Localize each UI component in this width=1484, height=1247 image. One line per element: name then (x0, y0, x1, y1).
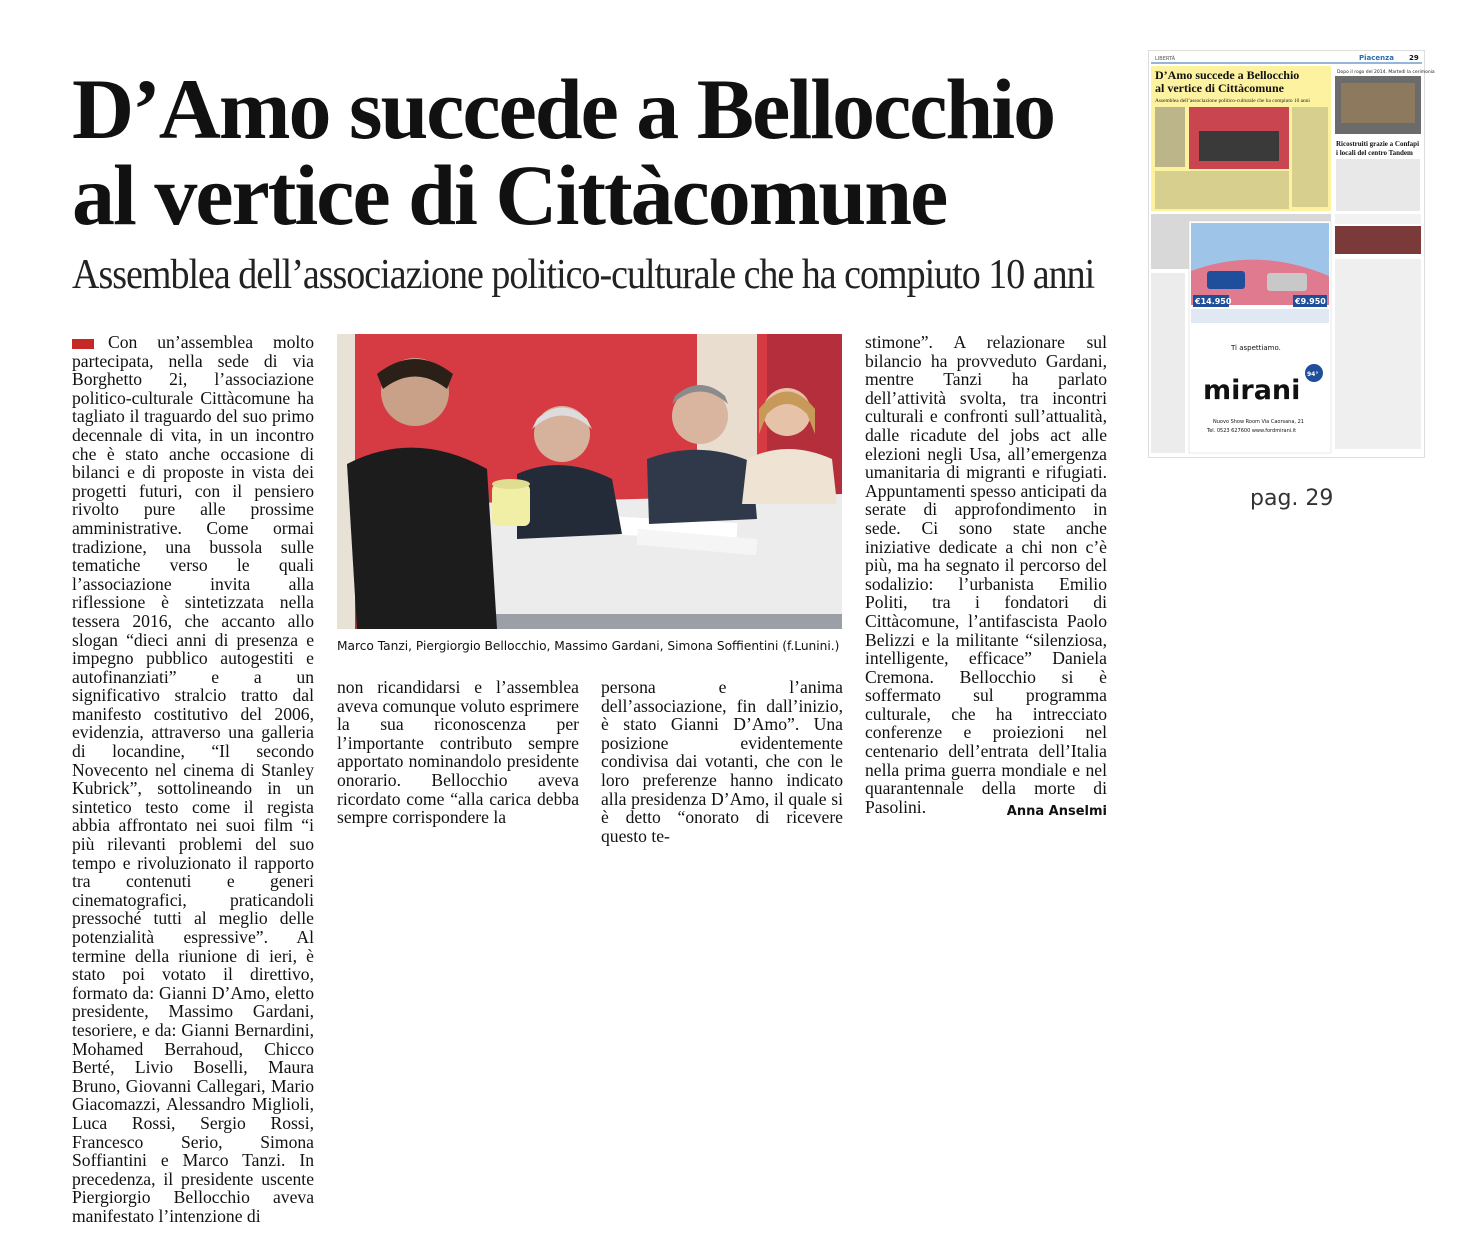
article-photo (337, 334, 842, 629)
page-label: pag. 29 (1250, 486, 1334, 511)
thumbnail-page-image (1149, 51, 1435, 457)
thumb-side-headline-2: i locali del centro Tandem (1336, 149, 1413, 157)
thumb-side-teaser: Dopo il rogo del 2014. Martedì la cerimonia (1337, 70, 1435, 75)
photo-caption (337, 639, 857, 653)
thumb-title-1: D’Amo succede a Bellocchio (1155, 68, 1300, 82)
byline: Anna Anselmi (1006, 804, 1107, 819)
thumb-title-2: al vertice di Cittàcomune (1155, 81, 1284, 95)
thumb-ad-address: Nuovo Show Room Via Caorsana, 21 (1213, 419, 1304, 425)
article-column-2: non ricandidarsi e l’assemblea aveva comunque voluto esprimere la sua riconoscenza per l’importante contributo sempre apportato nominandolo presidente onorario. Bellocchio aveva ricordato come “alla carica debba sempre corrispondere la (337, 677, 579, 828)
thumb-side-headline-1: Ricostruiti grazie a Confapi (1336, 140, 1420, 148)
thumb-ad-price-2: €9.950 (1295, 297, 1326, 306)
thumb-ad-phone: Tel. 0523 627600 www.fordmirani.it (1207, 428, 1297, 434)
article-column-1 (72, 332, 314, 1226)
thumb-ad-price-1: €14.950 (1195, 297, 1232, 306)
column-1-text: Con un’assemblea molto partecipata, nella sede di via Borghetto 2i, l’associazione politico-culturale Cittàcomune ha tagliato il traguardo del suo primo decennale di vita, in un incontro che è stato anche occasione di bilanci e di proposte in vista dei progetti futuri, con il pensiero rivolto pure alle prossime amministrative. Come ormai tradizione, una bussola sulle tematiche verso le quali l’associazione invita alla riflessione è sintetizzata nella tessera 2016, che accanto allo slogan “dieci anni di presenza e impegno pubblico autogestiti e autofinanziati” e a un significativo stralcio tratto dal manifesto costitutivo del 2006, evidenzia, attraverso una galleria di locandine, “Il secondo Novecento nel cinema di Stanley Kubrick”, sottolineando in un sintetico testo come il regista abbia affrontato nei suoi film “i più rilevanti problemi del suo tempo e rivoluzionato il rapporto tra contenuti e generi cinematografici, praticandoli pressoché tutti al meglio delle potenzialità espressive”. Al termine della riunione di ieri, è stato poi votato il direttivo, formato da: Gianni D’Amo, eletto presidente, Massimo Gardani, tesoriere, e da: Gianni Bernardini, Mohamed Berrahoud, Chicco Berté, Livio Boselli, Maura Bruno, Giovanni Callegari, Mario Giacomazzi, Alessandro Miglioli, Luca Rossi, Sergio Rossi, Francesco Serio, Simona Soffiantini e Marco Tanzi. In precedenza, il presidente uscente Piergiorgio Bellocchio aveva manifestato l’intenzione di (72, 332, 314, 1226)
photo-illustration (337, 334, 842, 629)
lead-square-icon (72, 339, 94, 349)
headline-line-1: D’Amo succede a Bellocchio (72, 61, 1055, 157)
article-subtitle: Assemblea dell’associazione politico-culturale che ha compiuto 10 anni (72, 251, 1095, 299)
thumb-subtitle: Assemblea dell’associazione politico-culturale che ha compiuto 10 anni (1155, 98, 1310, 104)
photo-credit: (f.Lunini.) (782, 639, 840, 653)
headline-line-2: al vertice di Cittàcomune (72, 147, 947, 243)
page-thumbnail (1148, 50, 1435, 458)
caption-text: Marco Tanzi, Piergiorgio Bellocchio, Massimo Gardani, Simona Soffientini (337, 639, 779, 653)
thumb-ad-badge: 94° (1307, 371, 1319, 378)
thumb-ad-tagline: Ti aspettiamo. (1231, 344, 1281, 352)
thumb-section: Piacenza (1359, 54, 1394, 62)
thumb-page-number: 29 (1409, 54, 1419, 62)
article-column-3: persona e l’anima dell’associazione, fin dall’inizio, è stato Gianni D’Amo”. Una posizione evidentemente condivisa dai votanti, che con le loro preferenze hanno indicato alla presidenza D’Amo, il quale si è detto “onorato di ricevere questo te- (601, 677, 843, 846)
svg-text:LIBERTÀ: LIBERTÀ (1155, 56, 1176, 62)
article-column-4: stimone”. A relazionare sul bilancio ha provveduto Gardani, mentre Tanzi ha parlato dell’attività svolta, tra incontri culturali e confronti sull’attualità, dalle ricadute del jobs act alle elezioni negli Usa, all’emergenza umanitaria di migranti e rifugiati. Appuntamenti spesso anticipati da serate di approfondimento in sede. Ci sono state anche iniziative dedicate a chi non c’è più, ma ha segnato il percorso del sodalizio: l’urbanista Emilio Politi, tra i fondatori di Cittàcomune, l’antifascista Paolo Belizzi e la militante “silenziosa, intelligente, efficace” Daniela Cremona. Bellocchio si è soffermato sul programma culturale, che ha intrecciato conferenze e proiezioni nel centenario dell’entrata dell’Italia nella prima guerra mondiale e nel quarantennale della morte di Pasolini. (865, 332, 1107, 817)
thumb-ad-brand: mirani (1203, 375, 1301, 406)
article-headline (72, 61, 1072, 243)
